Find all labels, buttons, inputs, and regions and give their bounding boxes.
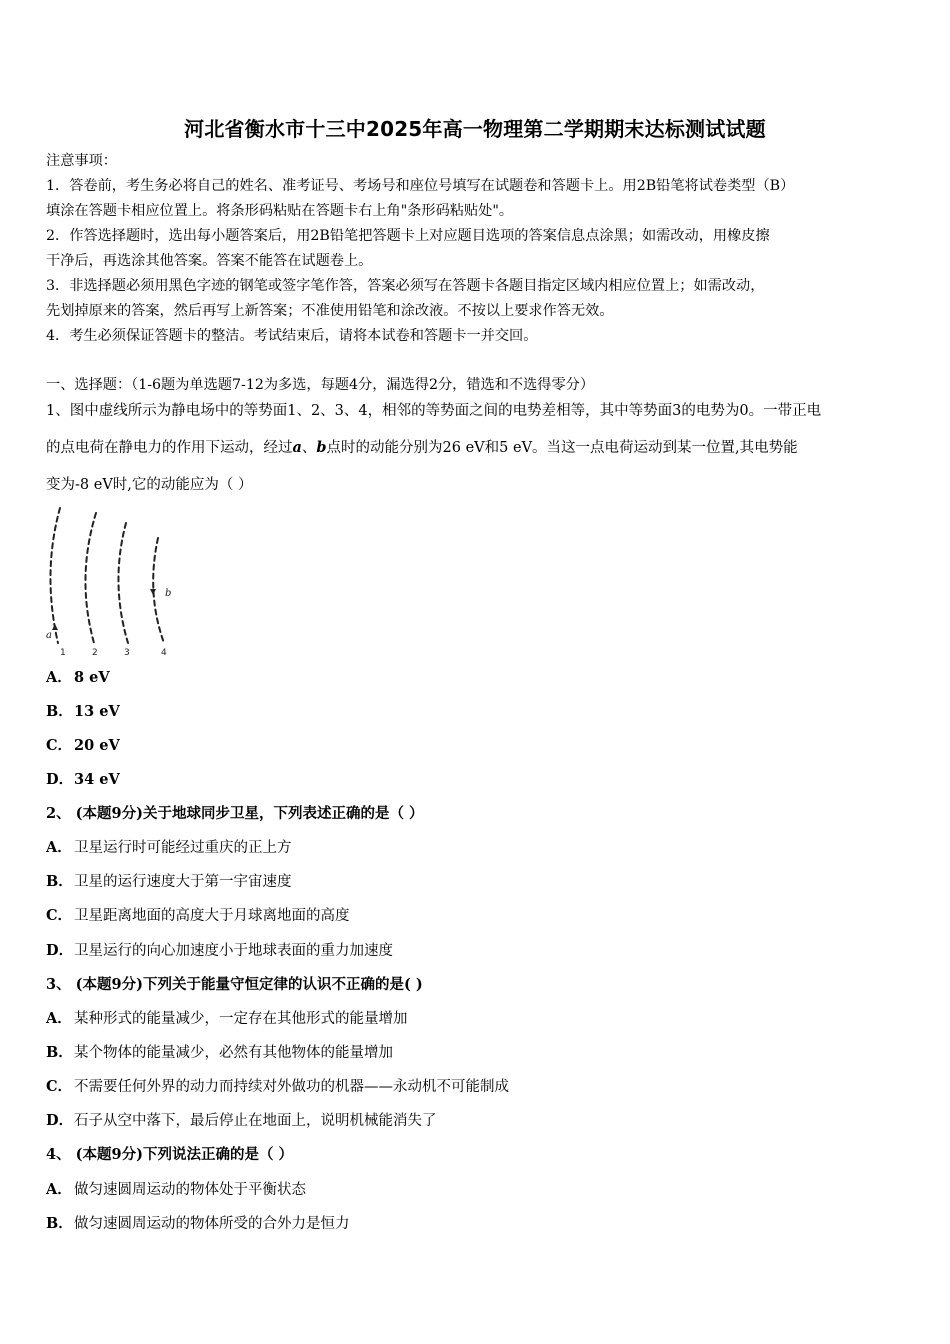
q1-option-c: C． 20 eV (46, 737, 120, 754)
q1-option-a: A． 8 eV (46, 669, 110, 686)
q2-option-b: B．卫星的运行速度大于第一宇宙速度 (46, 873, 292, 890)
q4-option-b: B．做匀速圆周运动的物体所受的合外力是恒力 (46, 1215, 350, 1232)
q4-option-a: A． 做匀速圆周运动的物体处于平衡状态 (46, 1181, 306, 1198)
q3-option-a: A． 某种形式的能量减少，一定存在其他形式的能量增加 (46, 1010, 408, 1027)
q1-option-b: B．13 eV (46, 703, 120, 720)
notice-line: 1．答卷前，考生务必将自己的姓名、准考证号、考场号和座位号填写在试题卷和答题卡上。用2B铅笔将试卷类型（B） (46, 178, 795, 194)
equipotential-figure (40, 503, 190, 659)
surface-label-2: 2 (92, 648, 98, 658)
question-2-stem: 2、 (本题9分)关于地球同步卫星，下列表述正确的是（ ） (46, 805, 424, 822)
question-1-line-2: 的点电荷在静电力的作用下运动，经过a、b点时的动能分别为26 eV和5 eV。当这一点电荷运动到某一位置,其电势能 (46, 439, 798, 456)
q2-option-a: A． 卫星运行时可能经过重庆的正上方 (46, 839, 292, 856)
equipotential-line-1 (50, 508, 60, 643)
surface-label-1: 1 (60, 648, 66, 658)
notice-line: 2．作答选择题时，选出每小题答案后，用2B铅笔把答题卡上对应题目选项的答案信息点涂黑；如需改动，用橡皮擦 (46, 228, 770, 244)
q3-option-c: C． 不需要任何外界的动力而持续对外做功的机器——永动机不可能制成 (46, 1078, 509, 1095)
question-1-line-1: 1、图中虚线所示为静电场中的等势面1、2、3、4，相邻的等势面之间的电势差相等，其中等势面3的电势为0。一带正电 (46, 403, 822, 419)
notice-line: 4．考生必须保证答题卡的整洁。考试结束后，请将本试卷和答题卡一并交回。 (46, 328, 538, 344)
q3-option-d: D．石子从空中落下，最后停止在地面上，说明机械能消失了 (46, 1112, 437, 1129)
notice-line: 填涂在答题卡相应位置上。将条形码粘贴在答题卡右上角"条形码粘贴处"。 (46, 203, 514, 219)
section-heading: 一、选择题：（1-6题为单选题7-12为多选，每题4分，漏选得2分，错选和不选得零分） (46, 377, 595, 393)
page-title: 河北省衡水市十三中2025年高一物理第二学期期末达标测试试题 (184, 117, 766, 141)
notice-line: 干净后，再选涂其他答案。答案不能答在试题卷上。 (46, 253, 373, 269)
question-3-stem: 3、 (本题9分)下列关于能量守恒定律的认识不正确的是( ) (46, 976, 423, 993)
surface-label-4: 4 (161, 648, 167, 658)
q2-option-c: C． 卫星距离地面的高度大于月球离地面的高度 (46, 907, 350, 924)
surface-label-3: 3 (124, 648, 130, 658)
notice-line: 先划掉原来的答案，然后再写上新答案；不准使用铅笔和涂改液。不按以上要求作答无效。 (46, 303, 614, 319)
point-a-label: a (46, 630, 52, 641)
arrow-near-a (52, 624, 58, 630)
equipotential-line-2 (85, 513, 96, 643)
equipotential-line-3 (118, 523, 128, 643)
question-1-line-3: 变为-8 eV时,它的动能应为（ ） (46, 477, 253, 493)
question-4-stem: 4、 (本题9分)下列说法正确的是（ ） (46, 1146, 293, 1163)
point-b-label: b (165, 588, 172, 599)
q1-option-d: D．34 eV (46, 771, 120, 788)
q3-option-b: B．某个物体的能量减少，必然有其他物体的能量增加 (46, 1044, 393, 1061)
notice-heading: 注意事项： (46, 153, 117, 169)
notice-line: 3．非选择题必须用黑色字迹的钢笔或签字笔作答，答案必须写在答题卡各题目指定区域内相应位置上；如需改动， (46, 278, 765, 294)
arrow-near-b (150, 589, 156, 595)
q2-option-d: D．卫星运行的向心加速度小于地球表面的重力加速度 (46, 942, 393, 959)
